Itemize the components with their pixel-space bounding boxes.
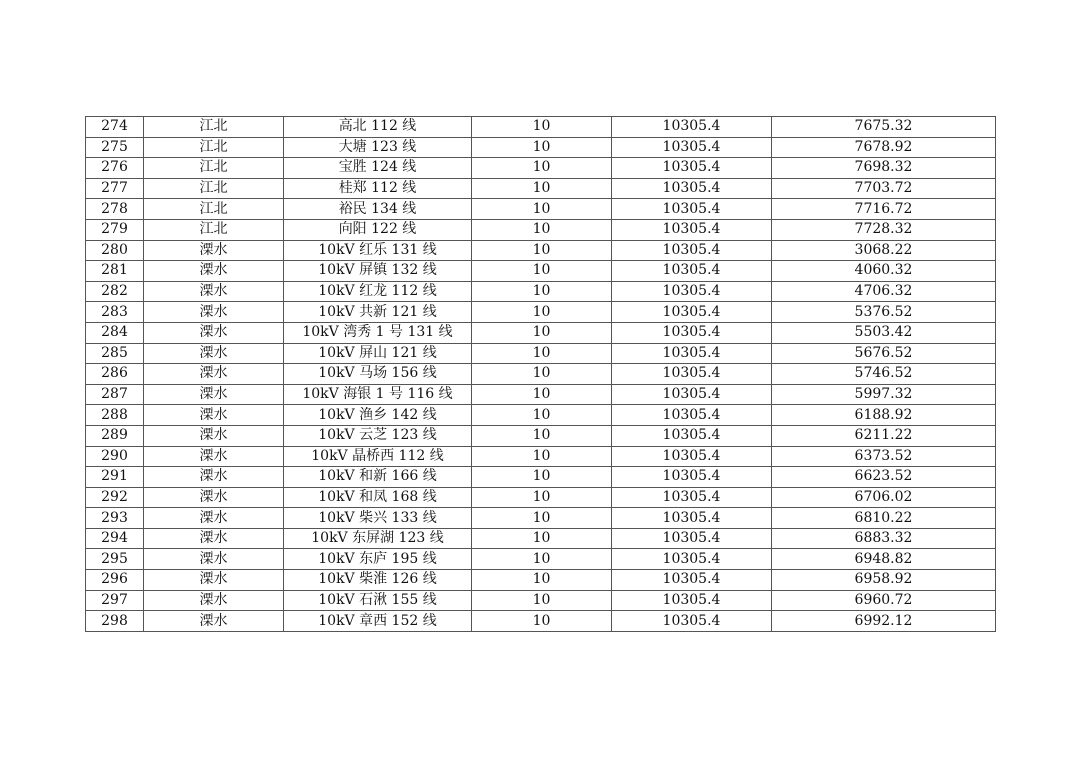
table-row xyxy=(86,425,996,446)
cell-index: 298 xyxy=(86,611,144,632)
cell-district: 溧水 xyxy=(144,487,284,508)
cell-capacity: 10305.4 xyxy=(612,137,772,158)
table-row xyxy=(86,178,996,199)
cell-capacity: 10305.4 xyxy=(612,322,772,343)
cell-capacity: 10305.4 xyxy=(612,425,772,446)
cell-capacity: 10305.4 xyxy=(612,158,772,179)
cell-line-name: 10kV 海银 1 号 116 线 xyxy=(284,384,472,405)
cell-capacity: 10305.4 xyxy=(612,343,772,364)
cell-line-name: 10kV 东屏湖 123 线 xyxy=(284,528,472,549)
table-row xyxy=(86,508,996,529)
cell-voltage: 10 xyxy=(472,117,612,138)
cell-capacity: 10305.4 xyxy=(612,611,772,632)
cell-index: 286 xyxy=(86,364,144,385)
table-row xyxy=(86,117,996,138)
cell-district: 溧水 xyxy=(144,261,284,282)
cell-line-name: 向阳 122 线 xyxy=(284,219,472,240)
cell-voltage: 10 xyxy=(472,364,612,385)
table-row xyxy=(86,158,996,179)
cell-district: 江北 xyxy=(144,178,284,199)
cell-capacity: 10305.4 xyxy=(612,508,772,529)
cell-capacity: 10305.4 xyxy=(612,570,772,591)
cell-district: 溧水 xyxy=(144,611,284,632)
cell-index: 294 xyxy=(86,528,144,549)
cell-district: 溧水 xyxy=(144,322,284,343)
cell-index: 282 xyxy=(86,281,144,302)
cell-value: 5746.52 xyxy=(772,364,996,385)
cell-district: 江北 xyxy=(144,158,284,179)
cell-district: 江北 xyxy=(144,219,284,240)
cell-line-name: 10kV 和凤 168 线 xyxy=(284,487,472,508)
cell-index: 281 xyxy=(86,261,144,282)
cell-district: 溧水 xyxy=(144,446,284,467)
table-row xyxy=(86,302,996,323)
cell-index: 291 xyxy=(86,467,144,488)
cell-value: 6958.92 xyxy=(772,570,996,591)
table-row xyxy=(86,261,996,282)
cell-capacity: 10305.4 xyxy=(612,219,772,240)
table-row xyxy=(86,384,996,405)
table-row xyxy=(86,343,996,364)
cell-value: 6960.72 xyxy=(772,590,996,611)
cell-value: 6706.02 xyxy=(772,487,996,508)
cell-district: 溧水 xyxy=(144,590,284,611)
cell-voltage: 10 xyxy=(472,590,612,611)
cell-value: 3068.22 xyxy=(772,240,996,261)
cell-district: 溧水 xyxy=(144,405,284,426)
cell-district: 溧水 xyxy=(144,528,284,549)
cell-value: 6211.22 xyxy=(772,425,996,446)
cell-capacity: 10305.4 xyxy=(612,364,772,385)
table-row xyxy=(86,240,996,261)
cell-capacity: 10305.4 xyxy=(612,302,772,323)
table-row xyxy=(86,487,996,508)
cell-line-name: 10kV 渔乡 142 线 xyxy=(284,405,472,426)
cell-voltage: 10 xyxy=(472,322,612,343)
table-row xyxy=(86,322,996,343)
cell-voltage: 10 xyxy=(472,508,612,529)
cell-value: 5676.52 xyxy=(772,343,996,364)
table-row xyxy=(86,590,996,611)
cell-capacity: 10305.4 xyxy=(612,178,772,199)
cell-line-name: 10kV 屏镇 132 线 xyxy=(284,261,472,282)
cell-index: 293 xyxy=(86,508,144,529)
cell-capacity: 10305.4 xyxy=(612,467,772,488)
table-row xyxy=(86,137,996,158)
cell-line-name: 10kV 红龙 112 线 xyxy=(284,281,472,302)
cell-value: 7698.32 xyxy=(772,158,996,179)
table-row xyxy=(86,219,996,240)
table-row xyxy=(86,611,996,632)
cell-voltage: 10 xyxy=(472,549,612,570)
cell-capacity: 10305.4 xyxy=(612,405,772,426)
cell-line-name: 10kV 章西 152 线 xyxy=(284,611,472,632)
cell-value: 7716.72 xyxy=(772,199,996,220)
table-row xyxy=(86,446,996,467)
cell-district: 溧水 xyxy=(144,343,284,364)
cell-voltage: 10 xyxy=(472,158,612,179)
cell-value: 5503.42 xyxy=(772,322,996,343)
cell-line-name: 大塘 123 线 xyxy=(284,137,472,158)
cell-district: 溧水 xyxy=(144,384,284,405)
cell-voltage: 10 xyxy=(472,199,612,220)
cell-value: 6948.82 xyxy=(772,549,996,570)
cell-voltage: 10 xyxy=(472,343,612,364)
cell-line-name: 10kV 和新 166 线 xyxy=(284,467,472,488)
cell-index: 283 xyxy=(86,302,144,323)
cell-value: 7703.72 xyxy=(772,178,996,199)
cell-line-name: 10kV 柴兴 133 线 xyxy=(284,508,472,529)
cell-index: 296 xyxy=(86,570,144,591)
cell-index: 275 xyxy=(86,137,144,158)
cell-voltage: 10 xyxy=(472,240,612,261)
cell-district: 溧水 xyxy=(144,549,284,570)
cell-index: 276 xyxy=(86,158,144,179)
cell-voltage: 10 xyxy=(472,261,612,282)
cell-voltage: 10 xyxy=(472,446,612,467)
cell-district: 溧水 xyxy=(144,364,284,385)
cell-voltage: 10 xyxy=(472,467,612,488)
cell-line-name: 10kV 东庐 195 线 xyxy=(284,549,472,570)
cell-value: 6623.52 xyxy=(772,467,996,488)
table-row xyxy=(86,467,996,488)
cell-index: 289 xyxy=(86,425,144,446)
cell-voltage: 10 xyxy=(472,219,612,240)
cell-value: 6810.22 xyxy=(772,508,996,529)
cell-voltage: 10 xyxy=(472,405,612,426)
cell-index: 290 xyxy=(86,446,144,467)
cell-voltage: 10 xyxy=(472,425,612,446)
cell-value: 7678.92 xyxy=(772,137,996,158)
cell-line-name: 裕民 134 线 xyxy=(284,199,472,220)
cell-index: 292 xyxy=(86,487,144,508)
cell-index: 284 xyxy=(86,322,144,343)
cell-capacity: 10305.4 xyxy=(612,117,772,138)
table-row xyxy=(86,199,996,220)
cell-value: 6373.52 xyxy=(772,446,996,467)
cell-district: 江北 xyxy=(144,199,284,220)
cell-district: 溧水 xyxy=(144,302,284,323)
cell-capacity: 10305.4 xyxy=(612,281,772,302)
cell-district: 江北 xyxy=(144,137,284,158)
cell-value: 4706.32 xyxy=(772,281,996,302)
cell-capacity: 10305.4 xyxy=(612,487,772,508)
cell-index: 295 xyxy=(86,549,144,570)
table-row xyxy=(86,549,996,570)
table-row xyxy=(86,281,996,302)
cell-index: 277 xyxy=(86,178,144,199)
cell-voltage: 10 xyxy=(472,302,612,323)
cell-district: 溧水 xyxy=(144,467,284,488)
cell-district: 溧水 xyxy=(144,570,284,591)
data-table xyxy=(85,116,996,632)
cell-line-name: 宝胜 124 线 xyxy=(284,158,472,179)
cell-voltage: 10 xyxy=(472,178,612,199)
cell-capacity: 10305.4 xyxy=(612,549,772,570)
cell-voltage: 10 xyxy=(472,137,612,158)
cell-district: 溧水 xyxy=(144,508,284,529)
cell-capacity: 10305.4 xyxy=(612,528,772,549)
cell-line-name: 10kV 云芝 123 线 xyxy=(284,425,472,446)
cell-line-name: 10kV 晶桥西 112 线 xyxy=(284,446,472,467)
cell-line-name: 桂郑 112 线 xyxy=(284,178,472,199)
cell-district: 溧水 xyxy=(144,240,284,261)
cell-index: 274 xyxy=(86,117,144,138)
cell-capacity: 10305.4 xyxy=(612,240,772,261)
cell-capacity: 10305.4 xyxy=(612,261,772,282)
cell-district: 江北 xyxy=(144,117,284,138)
cell-line-name: 10kV 柴淮 126 线 xyxy=(284,570,472,591)
cell-line-name: 10kV 石湫 155 线 xyxy=(284,590,472,611)
cell-line-name: 10kV 红乐 131 线 xyxy=(284,240,472,261)
cell-district: 溧水 xyxy=(144,425,284,446)
cell-index: 287 xyxy=(86,384,144,405)
cell-district: 溧水 xyxy=(144,281,284,302)
cell-index: 279 xyxy=(86,219,144,240)
cell-value: 4060.32 xyxy=(772,261,996,282)
cell-value: 5997.32 xyxy=(772,384,996,405)
cell-value: 7675.32 xyxy=(772,117,996,138)
cell-value: 6883.32 xyxy=(772,528,996,549)
cell-index: 288 xyxy=(86,405,144,426)
cell-index: 297 xyxy=(86,590,144,611)
cell-index: 278 xyxy=(86,199,144,220)
cell-value: 6188.92 xyxy=(772,405,996,426)
cell-capacity: 10305.4 xyxy=(612,199,772,220)
cell-value: 7728.32 xyxy=(772,219,996,240)
cell-voltage: 10 xyxy=(472,281,612,302)
cell-line-name: 10kV 共新 121 线 xyxy=(284,302,472,323)
table-row xyxy=(86,364,996,385)
cell-voltage: 10 xyxy=(472,487,612,508)
table-row xyxy=(86,528,996,549)
table-body xyxy=(86,117,996,632)
cell-index: 285 xyxy=(86,343,144,364)
cell-value: 6992.12 xyxy=(772,611,996,632)
cell-voltage: 10 xyxy=(472,528,612,549)
cell-index: 280 xyxy=(86,240,144,261)
table-row xyxy=(86,405,996,426)
cell-capacity: 10305.4 xyxy=(612,590,772,611)
cell-value: 5376.52 xyxy=(772,302,996,323)
cell-line-name: 10kV 马场 156 线 xyxy=(284,364,472,385)
cell-capacity: 10305.4 xyxy=(612,384,772,405)
cell-line-name: 10kV 屏山 121 线 xyxy=(284,343,472,364)
cell-capacity: 10305.4 xyxy=(612,446,772,467)
cell-line-name: 10kV 湾秀 1 号 131 线 xyxy=(284,322,472,343)
cell-voltage: 10 xyxy=(472,570,612,591)
cell-voltage: 10 xyxy=(472,611,612,632)
table-row xyxy=(86,570,996,591)
cell-line-name: 高北 112 线 xyxy=(284,117,472,138)
cell-voltage: 10 xyxy=(472,384,612,405)
